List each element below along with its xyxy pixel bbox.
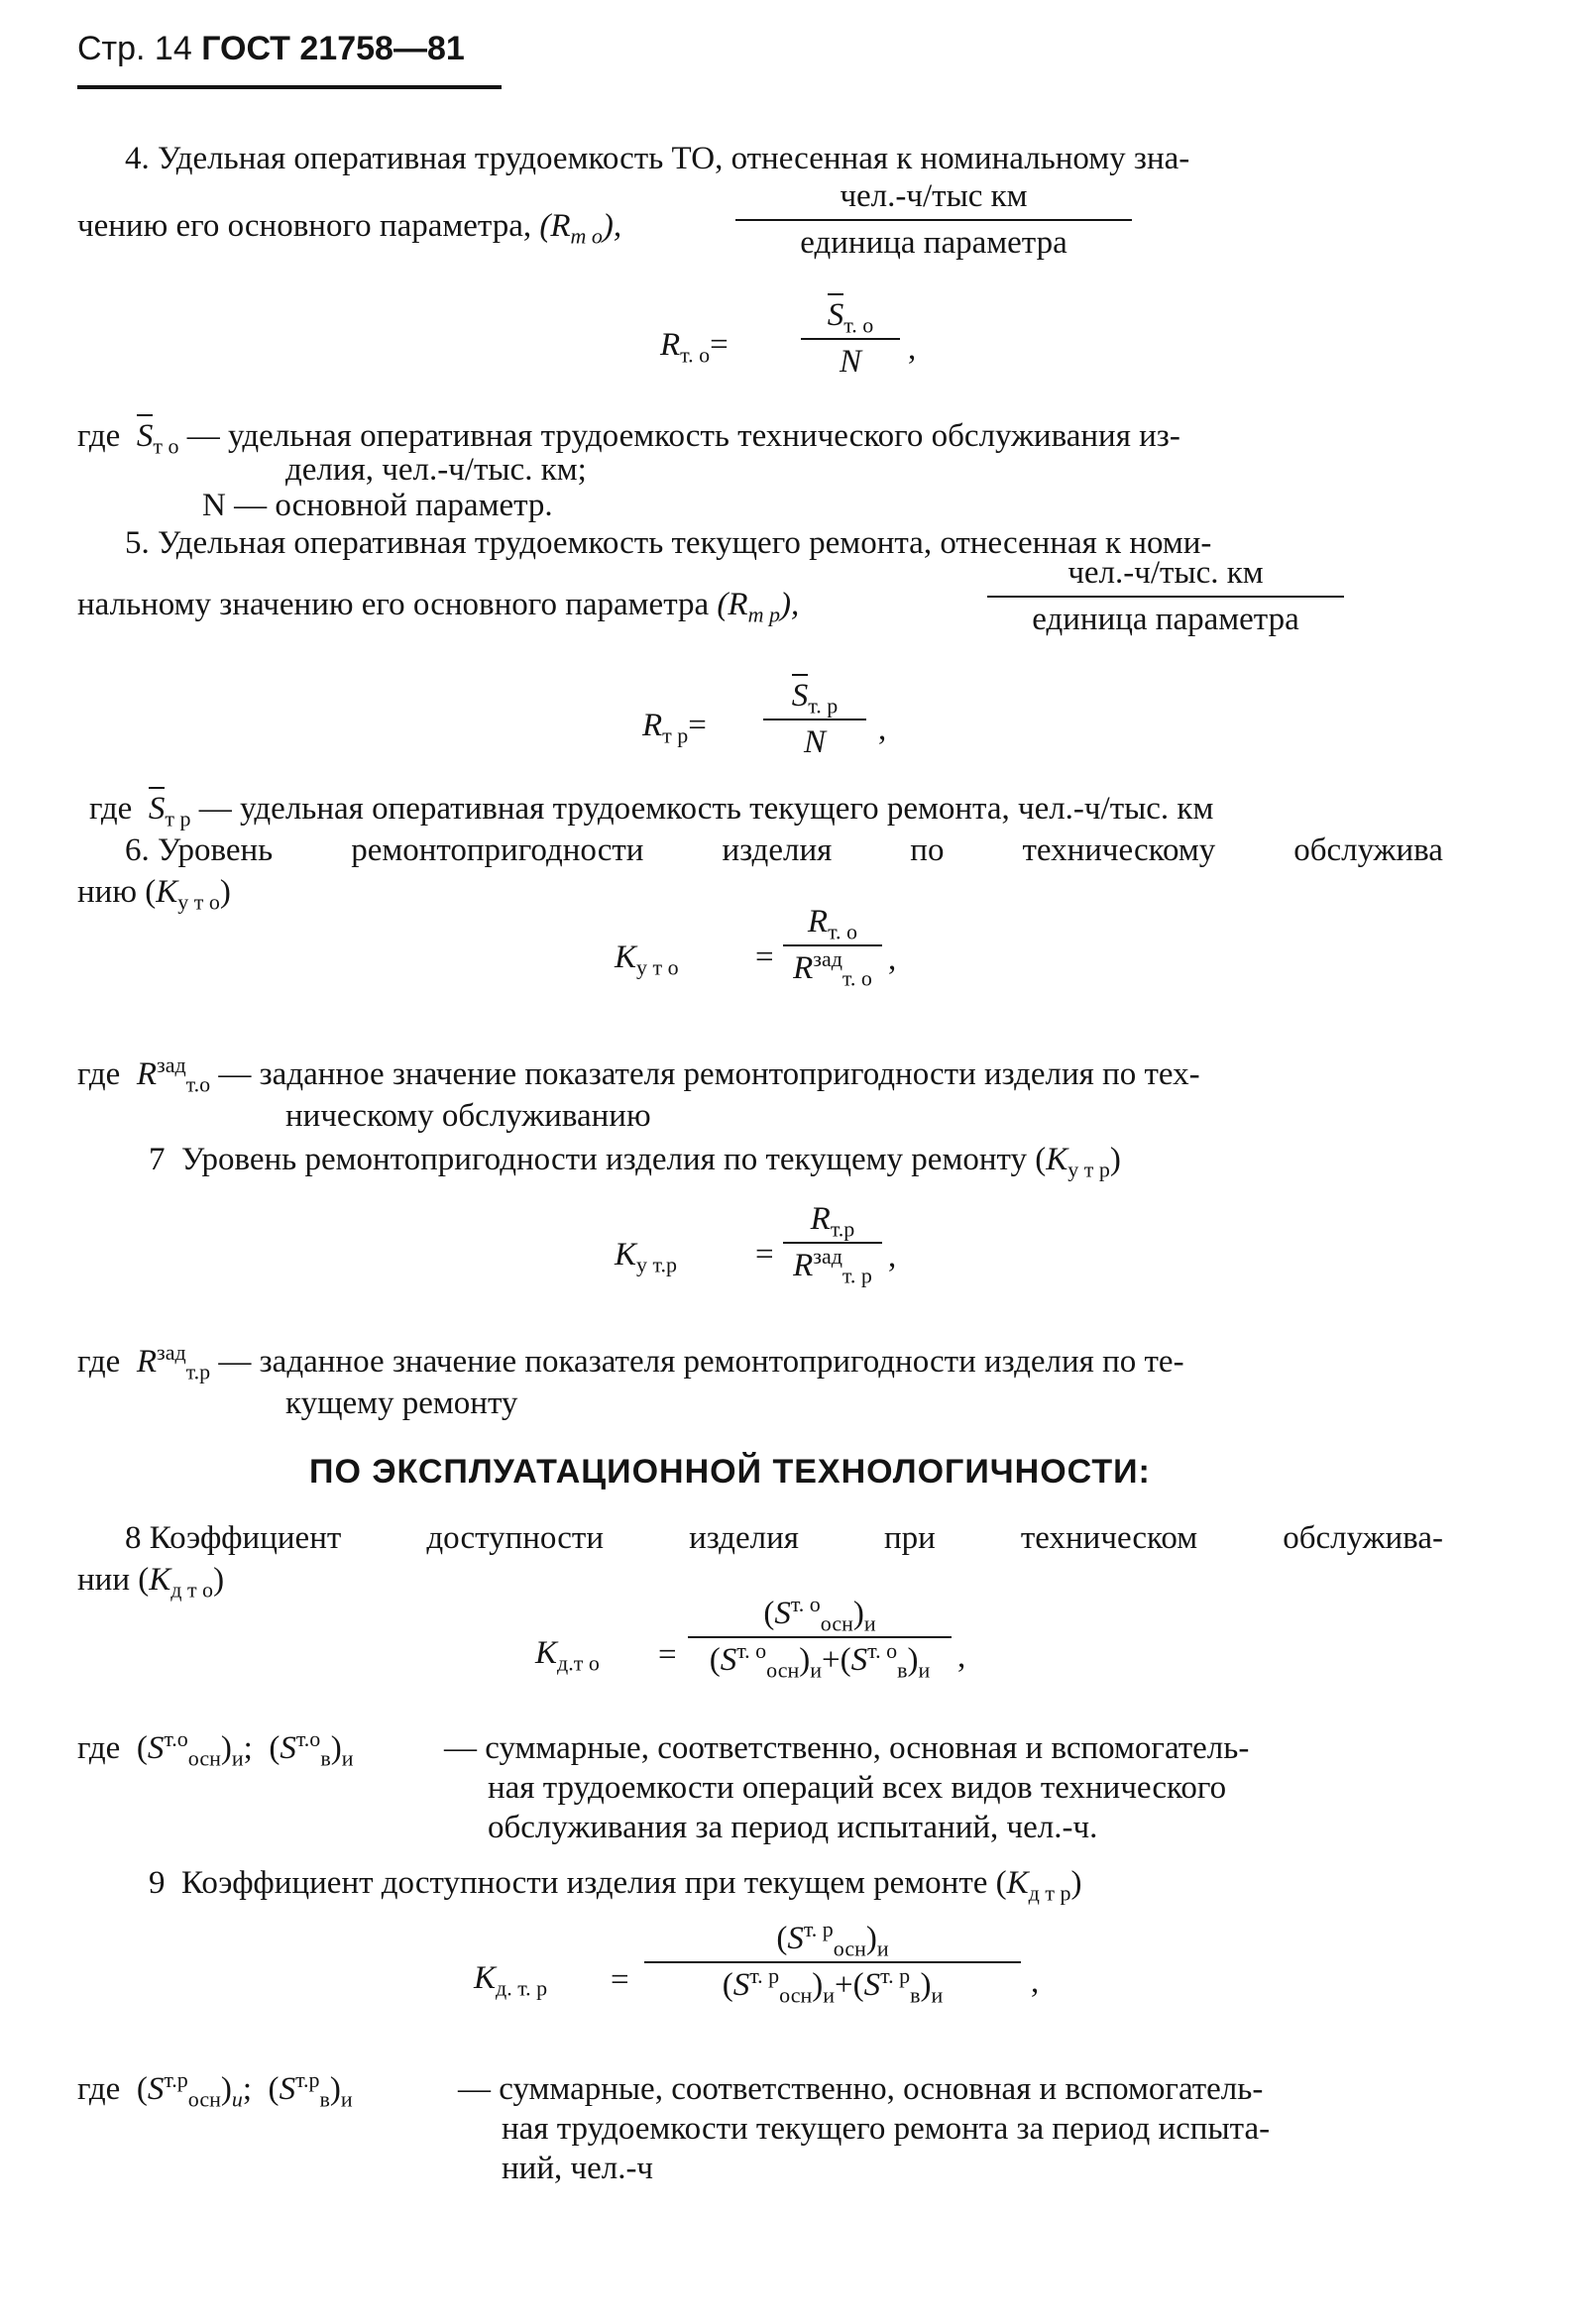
item8-line1: 8 Коэффициент доступности изделия при техническом обслужива-: [125, 1520, 1443, 1556]
item8-where-b: ная трудоемкости операций всех видов технического: [488, 1770, 1227, 1806]
item4-formula-fraction: $S_{т. о}$ N: [801, 293, 900, 381]
item9-line1: 9 Коэффициент доступности изделия при текущем ремонте $(K_{д т р})$: [149, 1865, 1082, 1906]
page-header: [77, 30, 465, 68]
item7-formula-lhs: $K_{у т.р}$: [615, 1237, 677, 1277]
item8-line2: нии $(K_{д т о})$: [77, 1562, 225, 1603]
standard-code: ГОСТ 21758—81: [201, 30, 465, 67]
item7-formula-fraction: $R_{т.р}$ $R^{зад}_{т. р}$: [783, 1201, 882, 1284]
item5-unit-fraction: чел.-ч/тыс. км единица параметра: [987, 555, 1344, 638]
item5-line2: нальному значению его основного параметра $(R_{т р})$,: [77, 587, 800, 627]
item7-where-b: кущему ремонту: [285, 1385, 518, 1421]
item6-where-b: ническому обслуживанию: [285, 1098, 651, 1134]
unit-denominator: единица параметра: [800, 225, 1067, 261]
item6-where: где $R^{зад}_{т.о}$ — заданное значение показателя ремонтопригодности изделия по тех-: [77, 1052, 1200, 1097]
page-number: Стр. 14: [77, 30, 192, 67]
item7-where: где $R^{зад}_{т.р}$ — заданное значение показателя ремонтопригодности изделия по те-: [77, 1340, 1184, 1384]
item4-unit-fraction: [735, 178, 1132, 262]
item9-where-symbols: где $(S^{т.р}_{осн})_и$; $(S^{т.р}_в)_и$: [77, 2067, 353, 2112]
item5-formula-lhs: $R_{т р}=$: [642, 708, 707, 748]
item8-formula-lhs: $K_{д.т о}$: [535, 1635, 600, 1676]
unit-numerator: чел.-ч/тыс км: [840, 178, 1028, 214]
item6-formula-fraction: $R_{т. о}$ $R^{зад}_{т. о}$: [783, 904, 882, 987]
item4-line2: чению его основного параметра, $(R_{т о})$,: [77, 208, 622, 249]
item6-line1: 6. Уровень ремонтопригодности изделия по техническому обслужива: [125, 832, 1443, 868]
item5-line1: 5. Удельная оперативная трудоемкость текущего ремонта, отнесенная к номи-: [125, 525, 1212, 561]
item4-where-1: где $S_{т о}$ — удельная оперативная трудоемкость технического обслуживания из-: [77, 414, 1180, 455]
item6-line2: нию $(K_{у т о})$: [77, 874, 231, 915]
section-heading: ПО ЭКСПЛУАТАЦИОННОЙ ТЕХНОЛОГИЧНОСТИ:: [309, 1453, 1151, 1491]
item7-line1: 7 Уровень ремонтопригодности изделия по текущему ремонту $(K_{у т р})$: [149, 1142, 1121, 1182]
item8-where-symbols: где $(S^{т.о}_{осн})_и$; $(S^{т.о}_в)_и$: [77, 1726, 354, 1771]
item9-formula-lhs: $K_{д. т. р}$: [474, 1960, 548, 2001]
item9-where-c: ний, чел.-ч: [502, 2151, 654, 2186]
item4-line1: 4. Удельная оперативная трудоемкость ТО, отнесенная к номинальному зна-: [125, 141, 1190, 176]
item8-formula-fraction: $(S^{т. о}_{осн})_и$ $(S^{т. о}_{осн})_и+(S^{т. о}_в)_и$: [688, 1596, 952, 1679]
document-page: Стр. 14 ГОСТ 21758—81 4. Удельная оперативная трудоемкость ТО, отнесенная к номинальному зна- чению его основного параметра, $(R_{т о})$, чел.-ч/тыс км единица параметра $R_{т. о}=$ $S_{т. о}$ N , где $S_{т о}$ — удельная оперативная трудоемкость технического обслуживания из- делия, чел.-ч/тыс. км; N — основной параметр. 5. Удельная оперативная трудоемкость текущего ремонта, отнесенная к номи- нальному значению его основного параметра $(R_{т р})$, чел.-ч/тыс. км единица параметра $R_{т р}=$ $S_{т. р}$ N , где $S_{т р}$ — удельная оперативная трудоемкость текущего ремонта, чел.-ч/тыс. км 6. Уровень ремонтопригодности изделия по техническому обслужива нию $(K_{у т о})$ $K_{у т о}$ = $R_{т. о}$ $R^{зад}_{т. о}$ , где $R^{зад}_{т.о}$ — заданное значение показателя ремонтопригодности изделия по тех- ническому обслуживанию 7 Уровень ремонтопригодности изделия по текущему ремонту $(K_{у т р})$ $K_{у т.р}$ = $R_{т.р}$ $R^{зад}_{т. р}$ , где $R^{зад}_{т.р}$ — заданное значение показателя ремонтопригодности изделия по те- кущему ремонту ПО ЭКСПЛУАТАЦИОННОЙ ТЕХНОЛОГИЧНОСТИ: 8 Коэффициент доступности изделия при техническом обслужива- нии $(K_{д т о})$ $K_{д.т о}$ = $(S^{т. о}_{осн})_и$ $(S^{т. о}_{осн})_и+(S^{т. о}_в)_и$ , где $(S^{т.о}_{осн})_и$; $(S^{т.о}_в)_и$ — суммарные, соответственно, основная и вспомогатель- ная трудоемкости операций всех видов технического обслуживания за период испытаний, чел.-ч. 9 Коэффициент доступности изделия при текущем ремонте $(K_{д т р})$ $K_{д. т. р}$ = $(S^{т. р}_{осн})_и$ $(S^{т. р}_{осн})_и+(S^{т. р}_в)_и$ , где $(S^{т.р}_{осн})_и$; $(S^{т.р}_в)_и$ — суммарные, соответственно, основная и вспомогатель- ная трудоемкости текущего ремонта за период испыта- ний, чел.-ч: [0, 0, 1571, 2324]
item6-formula-lhs: $K_{у т о}$: [615, 940, 679, 980]
item8-where: — суммарные, соответственно, основная и вспомогатель-: [444, 1730, 1250, 1766]
item9-where: — суммарные, соответственно, основная и вспомогатель-: [458, 2071, 1264, 2107]
item4-where-1b: делия, чел.-ч/тыс. км;: [285, 452, 587, 488]
item4-formula-lhs: $R_{т. о}=$: [660, 327, 729, 368]
item4-where-2: N — основной параметр.: [202, 488, 553, 523]
item5-formula-fraction: $S_{т. р}$ N: [763, 674, 866, 761]
item8-where-c: обслуживания за период испытаний, чел.-ч.: [488, 1810, 1098, 1845]
item9-where-b: ная трудоемкости текущего ремонта за период испыта-: [502, 2111, 1271, 2147]
item5-where: где $S_{т р}$ — удельная оперативная трудоемкость текущего ремонта, чел.-ч/тыс. км: [89, 787, 1213, 828]
item9-formula-fraction: $(S^{т. р}_{осн})_и$ $(S^{т. р}_{осн})_и+(S^{т. р}_в)_и$: [644, 1921, 1021, 2004]
header-rule: [77, 85, 502, 89]
